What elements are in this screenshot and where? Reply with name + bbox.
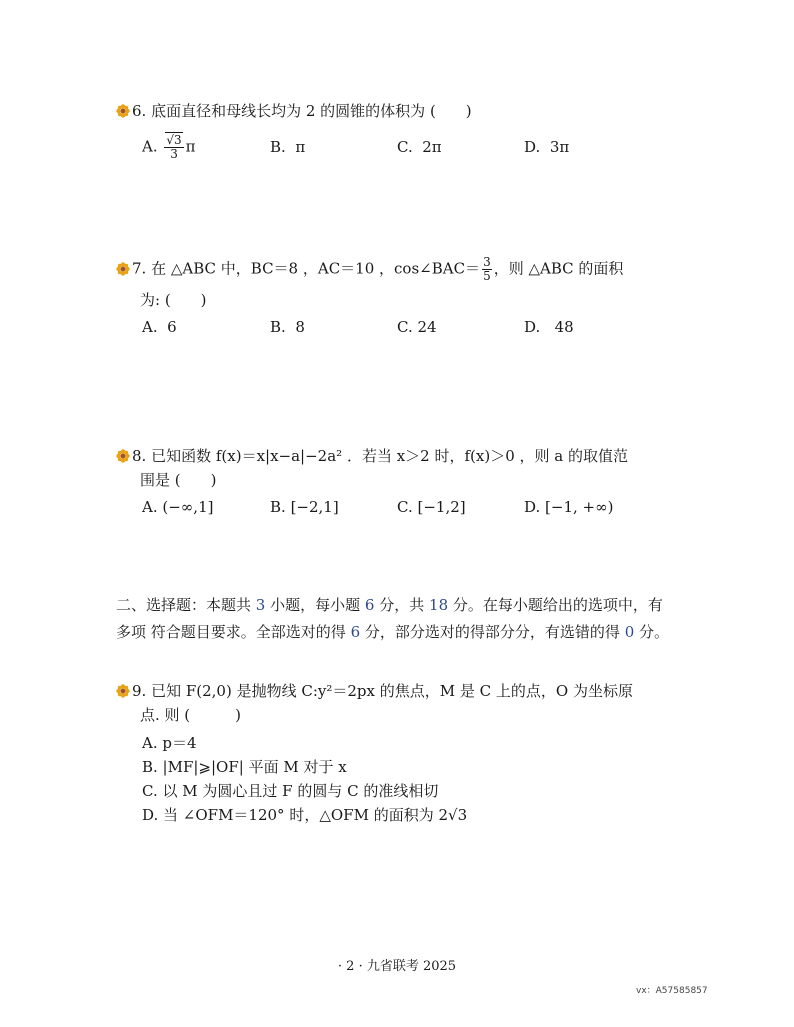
flower-bullet-icon xyxy=(116,262,130,276)
question-number: 8. xyxy=(132,447,147,465)
question-number: 6. xyxy=(132,102,147,120)
option-b: B. |MF|⩾|OF| 平面 M 对于 x xyxy=(142,758,347,776)
option-b: B. [−2,1] xyxy=(270,498,339,516)
option-a: A. $\frac{√3}{3}$ π xyxy=(142,133,196,161)
option-a: A. (−∞,1] xyxy=(142,498,214,516)
question-stem: 已知 F(2,0) 是抛物线 C:y²＝2px 的焦点，M 是 C 上的点，O 为坐标原 xyxy=(151,682,633,700)
question-number: 9. xyxy=(132,682,147,700)
question-9 xyxy=(116,680,633,726)
option-c: C. 以 M 为圆心且过 F 的圆与 C 的准线相切 xyxy=(142,782,439,800)
option-a: A. 6 xyxy=(142,318,177,336)
option-b: B. 8 xyxy=(270,318,305,336)
section-2-instructions: 二、选择题：本题共 3 小题，每小题 6 分，共 18 分。在每小题给出的选项中，有多项 符合题目要求。全部选对的得 6 分，部分选对的得部分分，有选错的得 0 分。 xyxy=(116,596,670,641)
fraction: $\frac{√3}{3}$ xyxy=(166,133,182,161)
option-d: D. 48 xyxy=(524,318,574,336)
question-number: 7. xyxy=(132,259,147,278)
option-c: C. 24 xyxy=(397,318,437,336)
option-c: C. 2π xyxy=(397,138,442,156)
option-d: D. 3π xyxy=(524,138,570,156)
option-b: B. π xyxy=(270,138,306,156)
option-a: A. p＝4 xyxy=(142,734,197,752)
question-8 xyxy=(116,445,628,491)
watermark: vx：A57585857 xyxy=(636,986,708,996)
question-stem: 在 △ABC 中，BC＝8 ，AC＝10 ，cos∠BAC＝ xyxy=(151,259,481,278)
question-6 xyxy=(116,100,472,122)
option-c: C. [−1,2] xyxy=(397,498,466,516)
question-stem-continued: 围是 ( ) xyxy=(140,471,217,489)
question-stem: 底面直径和母线长均为 2 的圆锥的体积为 ( ) xyxy=(151,102,472,120)
question-7: 7. 在 △ABC 中，BC＝8 ，AC＝10 ，cos∠BAC＝ $\frac{3}{5}$ ，则 △ABC 的面积 为: ( ) xyxy=(116,256,623,311)
question-stem-continued: 为: ( ) xyxy=(140,291,207,309)
option-d: D. 当 ∠OFM＝120° 时，△OFM 的面积为 2√3 xyxy=(142,806,468,824)
option-d: D. [−1, +∞) xyxy=(524,498,614,516)
flower-bullet-icon xyxy=(116,104,130,118)
page-footer: · 2 · 九省联考 2025 xyxy=(337,959,457,974)
flower-bullet-icon xyxy=(116,684,130,698)
question-stem-continued: 点. 则 ( ) xyxy=(140,706,242,724)
question-stem: 已知函数 f(x)＝x|x−a|−2a² ．若当 x＞2 时，f(x)＞0 ，则 a 的取值范 xyxy=(151,447,628,465)
flower-bullet-icon xyxy=(116,449,130,463)
options-9 xyxy=(142,731,467,827)
fraction: $\frac{3}{5}$ xyxy=(483,255,491,283)
